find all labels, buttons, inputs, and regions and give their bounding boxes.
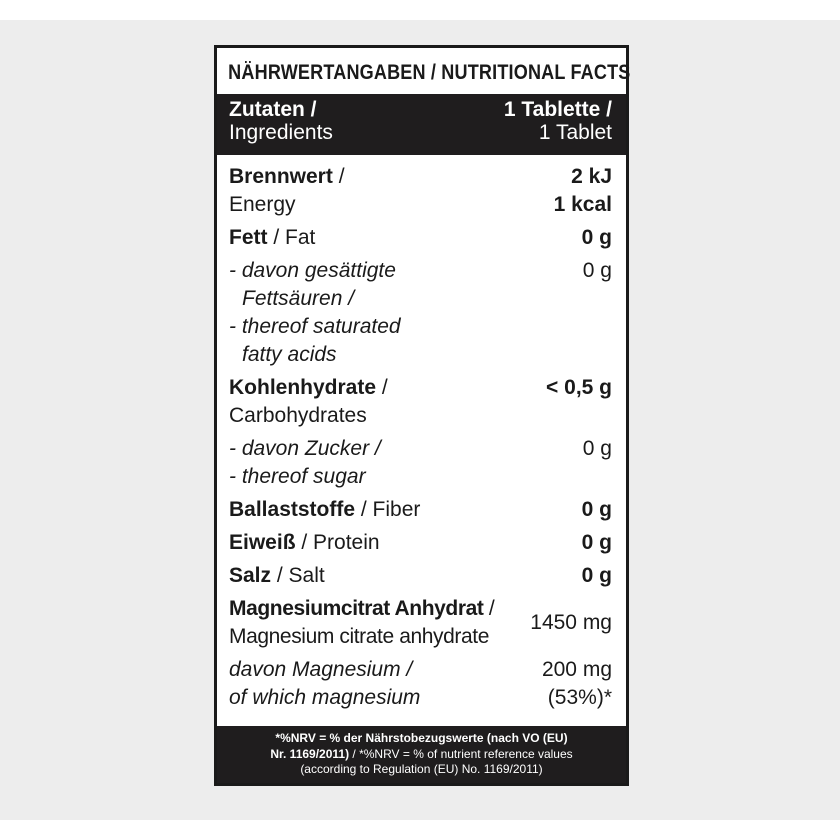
energy-label-de: Brennwert [229,165,333,188]
fat-label-de: Fett [229,226,268,249]
magnesium-nrv: (53%)* [547,686,612,709]
magnesium-value: 200 mg (53%)* [542,656,612,712]
magnesium-citrate-label: Magnesiumcitrat Anhydrat / Magnesium citrate anhydrate [229,597,495,648]
energy-sep: / [332,165,345,188]
sugar-row [229,435,612,491]
table-header [217,94,626,155]
protein-value: 0 g [581,531,612,554]
header-serving-de: 1 Tablette / [503,98,612,121]
header-ingredients [229,98,333,155]
header-ingredients-de: Zutaten / [229,98,317,121]
carbohydrates-label: Kohlenhydrate / Carbohydrates [229,376,388,427]
header-ingredients-en: Ingredients [229,121,333,144]
magnesium-row [229,656,612,712]
saturated-fat-label: - davon gesättigte Fettsäuren / - thereof saturated fatty acids [229,259,401,366]
salt-value: 0 g [581,564,612,587]
magnesium-citrate-value: 1450 mg [530,611,612,634]
fiber-row: Ballaststoffe / Fiber 0 g [229,496,612,524]
energy-value [554,163,612,219]
nutrition-label [214,45,629,786]
energy-label [229,163,345,219]
saturated-fat-row [229,257,612,369]
header-serving-en: 1 Tablet [538,121,612,144]
saturated-fat-value: 0 g [582,259,612,282]
protein-row: Eiweiß / Protein 0 g [229,529,612,557]
nrv-footnote: *%NRV = % der Nährstobezugswerte (nach VO (EU) Nr. 1169/2011) / *%NRV = % of nutrient reference values (according to Regulation (EU) No. 1169/2011) [217,726,626,783]
header-serving [504,98,612,155]
nutrient-rows [217,155,626,712]
carbohydrates-value: < 0,5 g [546,376,612,399]
energy-label-en: Energy [229,193,296,216]
magnesium-label: davon Magnesium / of which magnesium [229,658,421,709]
fat-label-en: / Fat [267,226,316,249]
magnesium-citrate-row [229,595,612,651]
salt-row: Salz / Salt 0 g [229,562,612,590]
label-title: NÄHRWERTANGABEN / NUTRITIONAL FACTS [228,61,631,84]
fat-row [229,224,612,252]
carbohydrates-row [229,374,612,430]
sugar-value: 0 g [582,437,612,460]
fat-value: 0 g [581,226,612,249]
energy-kcal: 1 kcal [553,193,612,216]
energy-row [229,163,612,219]
sugar-label: - davon Zucker / - thereof sugar [229,437,381,488]
fiber-value: 0 g [581,498,612,521]
energy-kj: 2 kJ [571,165,612,188]
